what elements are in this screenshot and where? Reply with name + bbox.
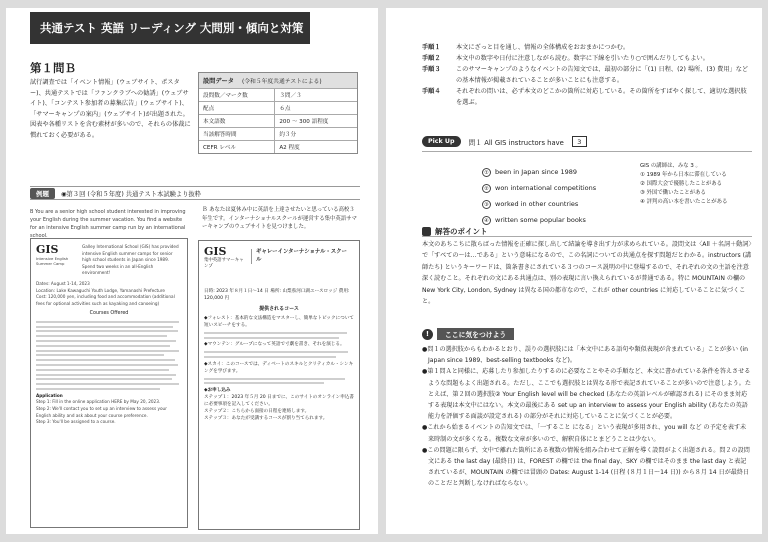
pickup-question-text: 問１ All GIS instructors have <box>468 138 564 147</box>
poster-english <box>30 238 188 528</box>
explanation-title: 解答のポイント <box>435 227 488 236</box>
course-sky: ◆スカイ：このコースでは、ディベートのスキルとクリティカル・シンキングを学びます。 <box>204 361 354 374</box>
choice-text: written some popular books <box>495 216 586 224</box>
choice-number: ② <box>482 184 491 193</box>
example-tag: 例題 <box>30 188 55 199</box>
caution-item: ●この問題に限らず、文中で離れた箇所にある複数の情報を組み合わせて正解を導く設問がよく出題される。問２の設問文にある the last day (最終日) は、FOREST の欄では the final day、SKY の欄ではそのまま the last day と表記されているが、MOUNTAIN の欄では冒頭の Dates: August 1-14 (日程 (８月１日〜14 日)) から８月 14 日が最終日のことだと判断しなければならない。 <box>422 446 750 488</box>
table-cell: 200 〜 300 語程度 <box>275 115 357 128</box>
step-label: 手順３ <box>422 66 441 73</box>
table-cell: CEFR レベル <box>199 141 275 154</box>
answer-choice <box>482 180 596 196</box>
table-cell: 本文語数 <box>199 115 275 128</box>
example-header <box>30 186 360 200</box>
procedure-step <box>422 42 752 53</box>
step-text: それぞれの問いは、必ず本文のどこかの箇所に対応している。その箇所をすばやく探して、適切な選択肢を選ぶ。 <box>456 88 747 106</box>
app-step-3-ja: ステップ３：あなたが受講するコースが割り当てられます。 <box>204 416 328 422</box>
gis-logo-subtitle: Intensive English Summer Camp <box>36 256 69 266</box>
caution-title: ここに気をつけよう <box>437 328 514 340</box>
gis-logo-subtitle: 集中英語サマーキャンプ <box>204 258 244 269</box>
poster-intro: Galley International School (GIS) has provided intensive English summer camps for senior high school students in Japan since 1989. Spend two weeks in an all-English environment! <box>82 244 179 276</box>
caution-item: ●第１問Ａと同様に、応募したり参加したりするのに必要なことやその手順など、本文に書かれている条件を答えさせるような問題もよく出題される。ただし、ここでも選択肢とは異なる形で表記されていることが多いので注意しよう。たとえば、第２回の選択肢② Your English level will be checked (あなたの英語レベルが確認される) にそのまま対応する表現は本文中にはない。本文の最後にある set up an interview to assess your English ability (あなたの英語能力を評価する面談が設定される) の部分がそれに対応していることに気づくことが必要。 <box>422 368 751 421</box>
choice-number: ④ <box>482 216 491 225</box>
table-cell: ３問／３ <box>275 89 357 102</box>
gis-logo: GIS <box>36 243 59 256</box>
gis-logo: GIS <box>204 245 227 258</box>
courses-text-placeholder <box>36 321 182 390</box>
table-cell: 約３分 <box>275 128 357 141</box>
exclamation-icon: ! <box>422 329 433 340</box>
table-row <box>199 128 357 141</box>
table-cell: 当該解答時間 <box>199 128 275 141</box>
step-label: 手順４ <box>422 88 441 95</box>
caution-header <box>422 328 514 340</box>
caution-item: ●これから始まるイベントの告知文では、「一すること になる」という表現が多用され、you will など の予定を表す未来時制の文が多くなる。複数な文章が多いので、解釈自体にとまどうことは少ない。 <box>422 424 747 443</box>
procedure-step <box>422 53 752 64</box>
app-step-1: Step 1: Fill in the online application HERE by May 20, 2023. <box>36 399 161 405</box>
pickup-tag: Pick Up <box>422 136 461 147</box>
courses-title-ja: 提供されるコース <box>259 306 299 312</box>
table-cell: ６点 <box>275 102 357 115</box>
pen-icon <box>422 227 431 236</box>
poster-ja-info: 日時: 2023 年８月１日〜14 日 場所: 山梨県河口湖ユースロッジ 費用: 120,000 円 <box>204 289 350 301</box>
data-box-header <box>199 73 357 88</box>
procedure-step <box>422 64 752 86</box>
app-step-3: Step 3: You'll be assigned to a course. <box>36 419 116 425</box>
page-banner: 共通テスト 英語 リーディング 大問別・傾向と対策 <box>30 12 310 44</box>
poster-location: Location: Lake Kawaguchi Youth Lodge, Yamanashi Prefecture <box>36 287 166 293</box>
answer-choice <box>482 196 596 212</box>
caution-item: ●問１の選択肢からもわかるとおり、誤りの選択肢には「本文中にある語句や類似表現が含まれている」ことが多い (in Japan since 1989、best-selling textbooks など)。 <box>422 346 748 365</box>
answer-choice <box>482 164 596 180</box>
choice-ja-line: ① 1989 年から日本に滞在している <box>640 172 727 178</box>
course-mountain: ◆マウンテン：グループになって英語で寸劇を書き、それを演じる。 <box>204 342 345 348</box>
left-page <box>6 8 378 534</box>
caution-list <box>422 344 752 490</box>
poster-dates: Dates: August 1-14, 2023 <box>36 280 90 286</box>
intro-text: 試行調査では「イベント情報」(ウェブサイト、ポスター)、共通テストでは「ファンクラブへの勧誘」(ウェブサイト)、「コンテスト参加者の募集広告」(ウェブサイト)、「サマーキャンプの案内」(ウェブサイト)が出題された。図表や各種リストを含む素材が多いので、それらの体裁に慣れておく必要がある。 <box>30 79 191 139</box>
question-japanese: Ｂ あなたは夏休み中に英語を上達させたいと思っている高校３年生です。インターナショナルスクールが運営する集中英語サマーキャンプのウェブサイトを見つけました。 <box>202 207 357 230</box>
procedure-steps <box>422 42 752 108</box>
poster-cost: Cost: 120,000 yen, including food and accommodation (additional fees for optional activities such as kayaking and canoeing) <box>36 294 175 306</box>
table-row <box>199 102 357 115</box>
step-label: 手順２ <box>422 55 441 62</box>
data-box-note: (令和５年度共通テストによる) <box>241 79 322 85</box>
application-title-ja: ◆お申し込み <box>204 388 231 394</box>
answer-choices <box>482 164 596 228</box>
app-step-1-ja: ステップ１：2023 年５月 20 日までに、このサイトのオンライン申込書に必要事項を記入してください。 <box>204 395 354 408</box>
poster-japanese <box>198 240 360 530</box>
table-row <box>199 89 357 102</box>
answer-blank: 3 <box>572 136 587 147</box>
section-title: 第１問Ｂ <box>30 61 76 75</box>
course-text-placeholder <box>204 378 354 385</box>
choice-ja-line: ③ 外国で働いたことがある <box>640 190 706 196</box>
choice-number: ③ <box>482 200 491 209</box>
question-data-box <box>198 72 358 154</box>
right-page <box>386 8 762 534</box>
step-label: 手順１ <box>422 44 441 51</box>
step-text: 本文中の数字や日付に注意しながら読む。数字に下線を引いたり○で囲んだりしてもよい。 <box>456 55 709 62</box>
app-step-2-ja: ステップ２：こちらから面接の日程を連絡します。 <box>204 409 310 415</box>
divider <box>422 236 752 237</box>
courses-title: Courses Offered <box>89 311 129 317</box>
step-text: このサマーキャンプのようなイベントの告知文では、最初の部分に「(1) 日程、(2) 場所、(3) 費用」などの基本情報が掲載されていることが多いことにも注意する。 <box>456 66 749 84</box>
choice-ja-line: GIS の講師は、みな 3 。 <box>640 163 701 169</box>
answer-choices-japanese <box>640 162 727 207</box>
course-forest: ◆フォレスト：基本的な文法構造をマスターし、簡単なトピックについて短いスピーチをする。 <box>204 316 354 328</box>
choice-number: ① <box>482 168 491 177</box>
pickup-question <box>422 136 587 147</box>
example-source: ◉第３回 (令和５年度) 共通テスト本試験より抜粋 <box>61 190 202 198</box>
choice-text: been in Japan since 1989 <box>495 168 577 176</box>
data-table <box>199 88 357 153</box>
choice-text: worked in other countries <box>495 200 579 208</box>
app-step-2: Step 2: We'll contact you to set up an interview to assess your English ability and ask about your course preference. <box>36 406 167 418</box>
choice-ja-line: ④ 評判の高い本を書いたことがある <box>640 199 728 205</box>
poster-ja-heading: ギャレーインターナショナル・スクール <box>251 249 351 264</box>
data-box-title: 設問データ <box>203 78 234 85</box>
procedure-step <box>422 86 752 108</box>
table-cell: A2 程度 <box>275 141 357 154</box>
table-cell: 設問数／マーク数 <box>199 89 275 102</box>
answer-choice <box>482 212 596 228</box>
question-english: B You are a senior high school student interested in improving your English during the summer vacation. You find a website for an intensive English summer camp run by an international school. <box>30 209 186 239</box>
table-row <box>199 141 357 154</box>
explanation-text: 本文のあちこちに散らばった情報を正確に探し出して結論を導き出す力が求められている。設問文は〈All ＋名詞＋動詞〉で「すべての〜は…である」という意味になるので、この名詞についての共通点を探す問題だとわかる。instructors (講師たち) というキーワードは、箇条書きにされている３つのコース説明の中に登場するので、それぞれの文の主語を注意深く読むこと。それぞれの文にある共通点は、別の表現に言い換えられているが普通である。特に MOUNTAIN の欄の New York City, London, Sydney は異なる国の都市なので、これが other countries に対応していることに気づくこと。 <box>422 241 752 306</box>
divider <box>422 151 752 152</box>
choice-text: won international competitions <box>495 184 597 192</box>
course-text-placeholder <box>204 351 354 358</box>
step-text: 本文にざっと目を通し、情報の全体構成をおおまかにつかむ。 <box>456 44 630 51</box>
choice-ja-line: ② 国際大会で優勝したことがある <box>640 181 723 187</box>
course-text-placeholder <box>204 332 354 339</box>
table-cell: 配点 <box>199 102 275 115</box>
application-title: Application <box>36 392 63 398</box>
table-row <box>199 115 357 128</box>
